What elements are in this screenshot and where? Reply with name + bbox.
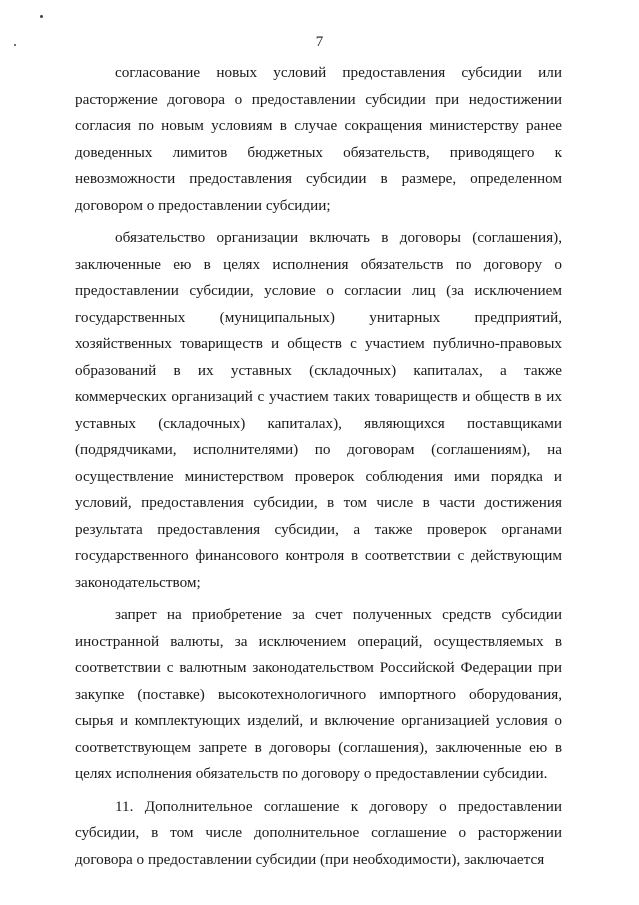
paragraph-approval-new-conditions: согласование новых условий предоставления субсидии или расторжение договора о предоставлении субсидии при недостижении согласия по новым условиям в случае сокращения министерству ранее доведенных лимитов бюджетных обязательств, приводящего к невозможности предоставления субсидии в размере, определенном договором о предоставлении субсидии; <box>75 64 562 214</box>
paragraph-section-11: 11. Дополнительное соглашение к договору о предоставлении субсидии, в том числе дополнительное соглашение о расторжении договора о предоставлении субсидии (при необходимости), заключается <box>75 797 562 868</box>
page-number: 7 <box>315 34 324 50</box>
paragraph-currency-prohibition: запрет на приобретение за счет полученных средств субсидии иностранной валюты, за исключением операций, осуществляемых в соответствии с валютным законодательством Российской Федерации при закупке (поставке) высокотехнологичного импортного оборудования, сырья и комплектующих изделий, и включение организацией условия о соответствующем запрете в договоры (соглашения), заключенные ею в целях исполнения обязательств по договору о предоставлении субсидии. <box>75 606 562 782</box>
document-body <box>75 60 562 879</box>
paragraph-organization-obligation: обязательство организации включать в договоры (соглашения), заключенные ею в целях исполнения обязательств по договору о предоставлении субсидии, условие о согласии лиц (за исключением государственных (муниципальных) унитарных предприятий, хозяйственных товариществ и обществ с участием публично-правовых образований в их уставных (складочных) капиталах, а также коммерческих организаций с участием таких товариществ и обществ в их уставных (складочных) капиталах), являющихся поставщиками (подрядчиками, исполнителями) по договорам (соглашениям), на осуществление министерством проверок соблюдения ими порядка и условий, предоставления субсидии, в том числе в части достижения результата предоставления субсидии, а также проверок органами государственного финансового контроля в соответствии с действующим законодательством; <box>75 229 562 591</box>
scan-speck <box>40 15 43 18</box>
